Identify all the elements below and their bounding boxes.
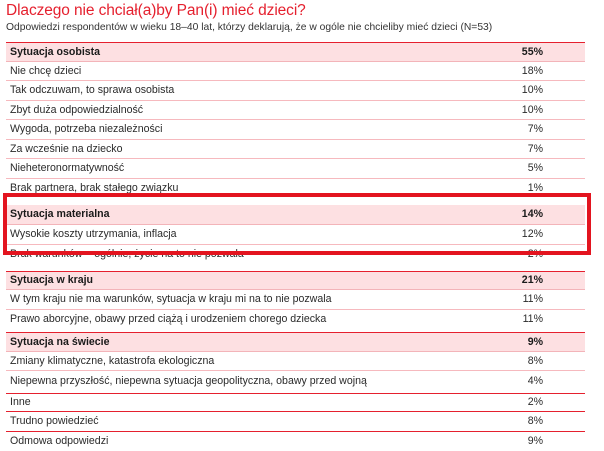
table-row: [6, 352, 585, 372]
group-label: Sytuacja osobista: [6, 46, 585, 58]
table-row-other: [6, 393, 585, 413]
row-label: Zbyt duża odpowiedzialność: [6, 104, 585, 116]
row-value: 2%: [528, 248, 543, 260]
table-row: [6, 245, 585, 263]
row-value: 11%: [523, 293, 543, 305]
table-row: [6, 179, 585, 199]
table-row: [6, 62, 585, 82]
page-title: Dlaczego nie chciał(a)by Pan(i) mieć dzieci?: [6, 2, 306, 20]
row-label: Wygoda, potrzeba niezależności: [6, 123, 585, 135]
row-value: 2%: [528, 396, 543, 408]
row-value: 8%: [528, 355, 543, 367]
row-label: Brak partnera, brak stałego związku: [6, 182, 585, 194]
group-value: 14%: [522, 208, 543, 220]
row-label: Zmiany klimatyczne, katastrofa ekologiczna: [6, 355, 585, 367]
results-table: [6, 42, 585, 451]
row-label: Prawo aborcyjne, obawy przed ciążą i urodzeniem chorego dziecka: [6, 313, 585, 325]
group-value: 21%: [522, 274, 543, 286]
row-value: 7%: [528, 143, 543, 155]
row-value: 7%: [528, 123, 543, 135]
row-label: Tak odczuwam, to sprawa osobista: [6, 84, 585, 96]
row-label: Inne: [6, 396, 585, 408]
group-row-material: [6, 205, 585, 225]
group-row-country: [6, 271, 585, 291]
table-row: [6, 310, 585, 330]
row-label: Niepewna przyszłość, niepewna sytuacja geopolityczna, obawy przed wojną: [6, 375, 585, 387]
table-row: [6, 371, 585, 391]
row-value: 10%: [522, 84, 543, 96]
group-label: Sytuacja na świecie: [6, 336, 585, 348]
row-value: 18%: [522, 65, 543, 77]
group-value: 9%: [528, 336, 543, 348]
group-label: Sytuacja w kraju: [6, 274, 585, 286]
table-row: [6, 290, 585, 310]
table-row: [6, 140, 585, 160]
table-row: [6, 101, 585, 121]
page-subtitle: Odpowiedzi respondentów w wieku 18–40 lat, którzy deklarują, że w ogóle nie chcieliby mieć dzieci (N=53): [6, 22, 492, 33]
table-row: [6, 159, 585, 179]
row-label: W tym kraju nie ma warunków, sytuacja w kraju mi na to nie pozwala: [6, 293, 585, 305]
row-label: Trudno powiedzieć: [6, 415, 585, 427]
table-row: [6, 225, 585, 245]
row-value: 4%: [528, 375, 543, 387]
table-row-other: [6, 412, 585, 432]
row-value: 9%: [528, 435, 543, 447]
group-row-world: [6, 332, 585, 352]
row-label: Nie chcę dzieci: [6, 65, 585, 77]
row-value: 10%: [522, 104, 543, 116]
row-label: Nieheteronormatywność: [6, 162, 585, 174]
row-value: 12%: [522, 228, 543, 240]
table-row: [6, 120, 585, 140]
row-label: Za wcześnie na dziecko: [6, 143, 585, 155]
row-value: 11%: [523, 313, 543, 325]
table-row: [6, 81, 585, 101]
group-row-personal: [6, 42, 585, 62]
row-value: 5%: [528, 162, 543, 174]
row-label: Odmowa odpowiedzi: [6, 435, 585, 447]
row-value: 8%: [528, 415, 543, 427]
group-value: 55%: [522, 46, 543, 58]
table-row-other: [6, 432, 585, 451]
row-label: Brak warunków – ogólnie, życie na to nie pozwala: [6, 248, 585, 260]
row-label: Wysokie koszty utrzymania, inflacja: [6, 228, 585, 240]
group-label: Sytuacja materialna: [6, 208, 585, 220]
row-value: 1%: [528, 182, 543, 194]
